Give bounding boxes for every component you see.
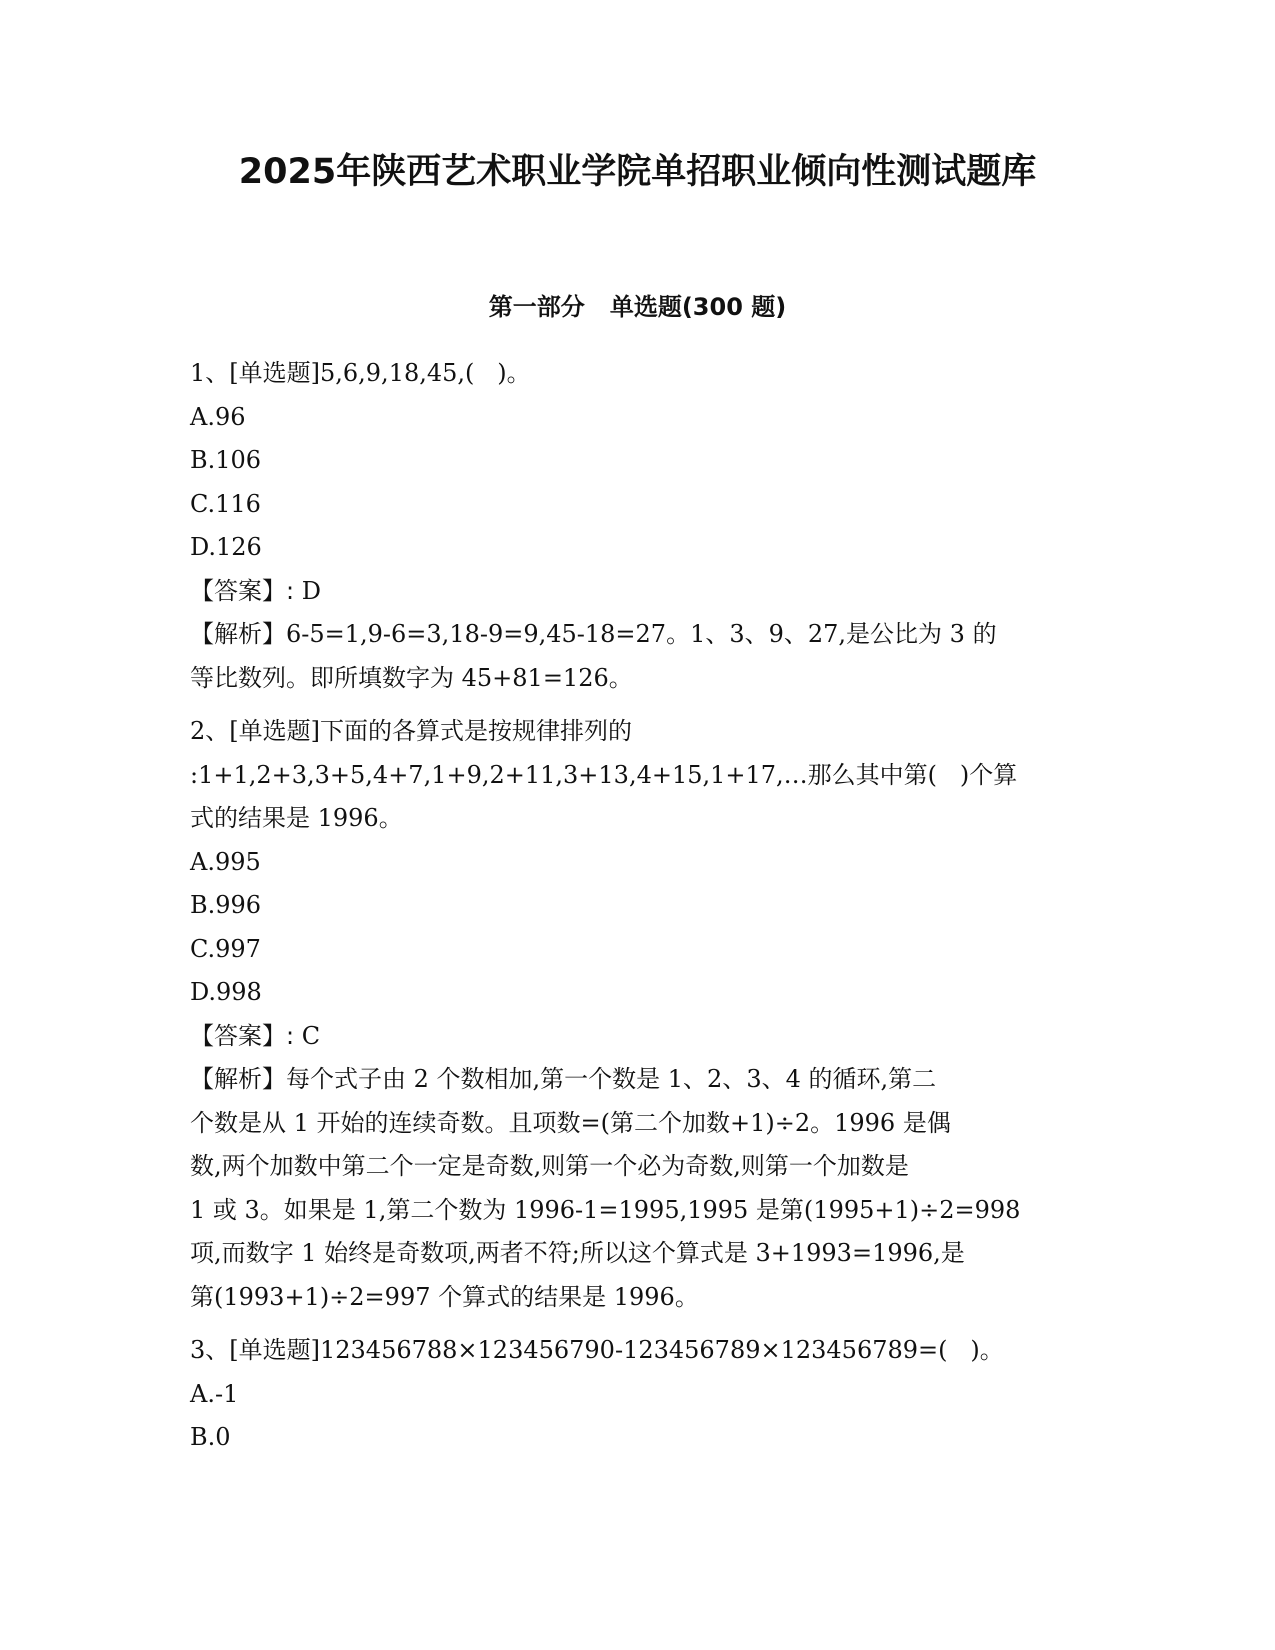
question-stem: 2、[单选题]下面的各算式是按规律排列的 — [190, 717, 632, 745]
answer-value: C — [294, 1021, 321, 1050]
analysis-line — [190, 1058, 1090, 1102]
analysis-text: 数,两个加数中第二个一定是奇数,则第一个必为奇数,则第一个加数是 — [190, 1152, 909, 1180]
section-title: 第一部分 单选题(300 题) — [488, 293, 787, 321]
question-3 — [190, 1329, 1090, 1460]
question-stem: 式的结果是 1996。 — [190, 804, 403, 832]
question-list — [190, 352, 1090, 1470]
analysis-text: 等比数列。即所填数字为 45+81=126。 — [190, 663, 633, 692]
question-stem: :1+1,2+3,3+5,4+7,1+9,2+11,3+13,4+15,1+17,…那么其中第( )个算 — [190, 760, 1018, 789]
analysis-text: 项,而数字 1 始终是奇数项,两者不符;所以这个算式是 3+1993=1996,是 — [190, 1239, 965, 1267]
option-a: A.995 — [190, 847, 261, 876]
document-title: 2025年陕西艺术职业学院单招职业倾向性测试题库 — [238, 152, 1037, 192]
option-d: D.998 — [190, 978, 262, 1006]
analysis-text: 每个式子由 2 个数相加,第一个数是 1、2、3、4 的循环,第二 — [286, 1065, 937, 1093]
analysis-label: 【解析】 — [190, 1065, 286, 1093]
question-1 — [190, 352, 1090, 700]
answer-label: 【答案】: — [190, 1021, 295, 1050]
answer-label: 【答案】: — [190, 576, 295, 605]
option-c: C.997 — [190, 934, 261, 963]
question-2 — [190, 710, 1090, 1319]
analysis-text: 个数是从 1 开始的连续奇数。且项数=(第二个加数+1)÷2。1996 是偶 — [190, 1108, 951, 1137]
option-c: C.116 — [190, 489, 261, 518]
analysis-text: 6-5=1,9-6=3,18-9=9,45-18=27。1、3、9、27,是公比为 3 的 — [286, 620, 997, 648]
analysis-label: 【解析】 — [190, 620, 286, 648]
analysis-text: 第(1993+1)÷2=997 个算式的结果是 1996。 — [190, 1282, 699, 1311]
answer-line — [190, 1015, 1090, 1059]
answer-line — [190, 570, 1090, 614]
answer-value: D — [294, 576, 321, 605]
option-d: D.126 — [190, 533, 262, 561]
question-stem: 3、[单选题]123456788×123456790-123456789×123456789=( )。 — [190, 1336, 1004, 1364]
option-a: A.96 — [190, 402, 246, 431]
analysis-text: 1 或 3。如果是 1,第二个数为 1996-1=1995,1995 是第(1995+1)÷2=998 — [190, 1195, 1021, 1224]
question-stem: 1、[单选题]5,6,9,18,45,( )。 — [190, 359, 531, 387]
option-a: A.-1 — [190, 1379, 239, 1408]
option-b: B.996 — [190, 891, 262, 919]
option-b: B.0 — [190, 1423, 231, 1451]
analysis-line — [190, 613, 1090, 657]
option-b: B.106 — [190, 446, 262, 474]
